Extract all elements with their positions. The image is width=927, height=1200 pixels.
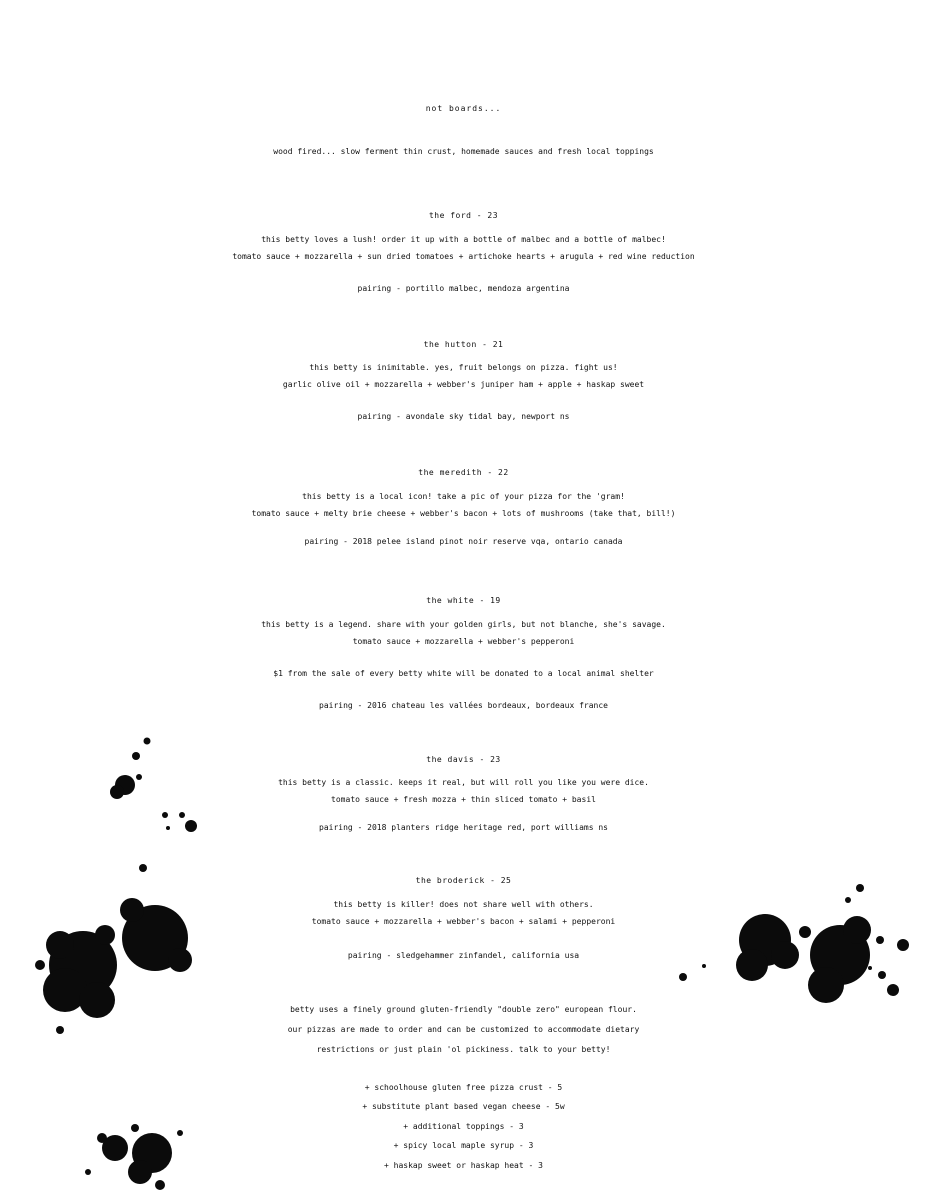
pizza-tagline: this betty is a classic. keeps it real, but will roll you like you were dice. [278,778,649,787]
pizza-pairing: pairing - avondale sky tidal bay, newport ns [357,412,570,421]
pizza-tagline: this betty is a local icon! take a pic of your pizza for the 'gram! [302,492,625,501]
donation-note: $1 from the sale of every betty white will be donated to a local animal shelter [273,669,654,678]
pizza-name: the white - 19 [426,596,501,605]
flour-note-line: our pizzas are made to order and can be customized to accommodate dietary [287,1025,640,1034]
pizza-toppings: tomato sauce + mozzarella + webber's pepperoni [352,637,575,646]
flour-note-line: betty uses a finely ground gluten-friendly "double zero" european flour. [290,1005,637,1014]
pizza-pairing: pairing - 2018 pelee island pinot noir reserve vqa, ontario canada [304,537,623,546]
pizza-toppings: tomato sauce + mozzarella + webber's bacon + salami + pepperoni [311,917,616,926]
flour-note-line: restrictions or just plain 'ol pickiness. talk to your betty! [316,1045,611,1054]
pizza-name: the ford - 23 [428,211,499,220]
menu-title: not boards... [425,104,502,113]
addon-item: + haskap sweet or haskap heat - 3 [384,1161,543,1170]
addon-item: + spicy local maple syrup - 3 [393,1141,534,1150]
pizza-tagline: this betty is inimitable. yes, fruit belongs on pizza. fight us! [309,363,618,372]
addon-item: + schoolhouse gluten free pizza crust - 5 [364,1083,563,1092]
pizza-tagline: this betty is a legend. share with your golden girls, but not blanche, she's savage. [261,620,666,629]
pizza-toppings: tomato sauce + mozzarella + sun dried tomatoes + artichoke hearts + arugula + red wine reduction [232,252,695,261]
pizza-pairing: pairing - sledgehammer zinfandel, california usa [347,951,580,960]
pizza-pairing: pairing - portillo malbec, mendoza argentina [357,284,570,293]
addon-item: + additional toppings - 3 [403,1122,524,1131]
pizza-toppings: tomato sauce + melty brie cheese + webber's bacon + lots of mushrooms (take that, bill!) [251,509,676,518]
pizza-tagline: this betty is killer! does not share well with others. [333,900,594,909]
pizza-toppings: tomato sauce + fresh mozza + thin sliced tomato + basil [331,795,596,804]
pizza-tagline: this betty loves a lush! order it up with a bottle of malbec and a bottle of malbec! [261,235,666,244]
pizza-pairing: pairing - 2018 planters ridge heritage red, port williams ns [319,823,608,832]
pizza-toppings: garlic olive oil + mozzarella + webber's juniper ham + apple + haskap sweet [282,380,645,389]
pizza-name: the davis - 23 [426,755,501,764]
pizza-pairing: pairing - 2016 chateau les vallées bordeaux, bordeaux france [319,701,608,710]
pizza-name: the broderick - 25 [415,876,512,885]
pizza-name: the hutton - 21 [423,340,504,349]
pizza-name: the meredith - 22 [418,468,509,477]
menu-subtitle: wood fired... slow ferment thin crust, homemade sauces and fresh local toppings [273,147,654,156]
addon-item: + substitute plant based vegan cheese - 5w [362,1102,565,1111]
